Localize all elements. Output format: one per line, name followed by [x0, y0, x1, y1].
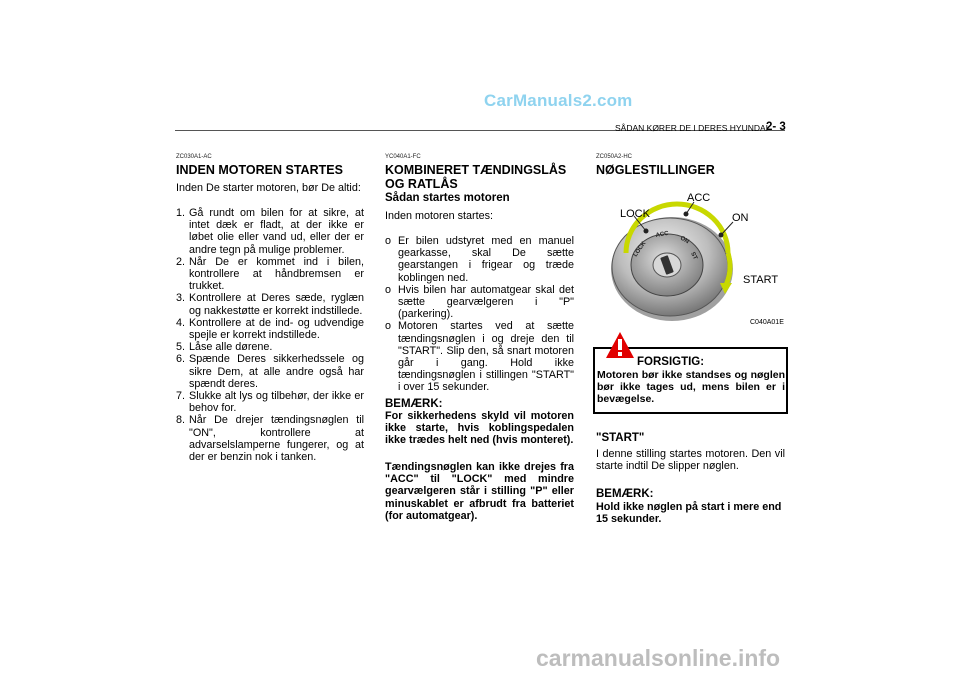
item-number: 6. — [176, 353, 186, 366]
label-on: ON — [732, 212, 749, 224]
section-code: ZC050A2-HC — [596, 154, 633, 160]
list-item — [385, 320, 574, 393]
section-title: INDEN MOTOREN STARTES — [176, 163, 343, 177]
bullet-marker: o — [385, 283, 392, 296]
page-number: 2- 3 — [766, 121, 786, 133]
list-item — [176, 292, 364, 316]
caution-text: Motoren bør ikke standses og nøglen bør ikke tages ud, mens bilen er i bevægelse. — [597, 369, 785, 406]
item-text: Motoren startes ved at sætte tændingsnøglen i og dreje den til "START". Slip den, så snart motoren går i gang. Hold ikke tændingsnøglen i stillingen "START" i over 15 sekunder. — [398, 320, 574, 394]
section-subtitle: Sådan startes motoren — [385, 192, 510, 204]
section-title: NØGLESTILLINGER — [596, 163, 715, 177]
list-item — [176, 341, 364, 353]
watermark-top[interactable]: CarManuals2.com — [484, 91, 633, 110]
item-number: 5. — [176, 341, 186, 354]
item-text: Når De er kommet ind i bilen, kontrollere at håndbremsen er trukket. — [189, 255, 364, 293]
item-number: 7. — [176, 390, 186, 403]
item-text: Slukke alt lys og tilbehør, der ikke er behov for. — [189, 390, 364, 415]
start-text: I denne stilling startes motoren. Den vil starte indtil De slipper nøglen. — [596, 448, 785, 473]
bullet-marker: o — [385, 320, 392, 333]
section-code: YC040A1-FC — [385, 154, 421, 160]
ignition-figure — [594, 183, 785, 325]
list-item — [176, 414, 364, 463]
bullet-marker: o — [385, 235, 392, 247]
item-text: Låse alle dørene. — [189, 341, 273, 354]
section-title-line2: OG RATLÅS — [385, 177, 458, 191]
list-item — [176, 256, 364, 293]
item-text: Spænde Deres sikkerhedssele og sikre Dem, at alle andre også har spændt deres. — [189, 353, 364, 390]
section-intro: Inden motoren startes: — [385, 210, 494, 222]
item-text: Hvis bilen har automatgear skal det sætte gearvælgeren i "P" (parkering). — [398, 283, 574, 321]
item-number: 1. — [176, 207, 186, 219]
item-text: Gå rundt om bilen for at sikre, at intet dæk er fladt, at der ikke er løbet olie eller vand ud, eller der er andre tegn på mulige problemer. — [189, 207, 364, 256]
list-item — [385, 235, 574, 284]
note-text-1: For sikkerhedens skyld vil motoren ikke starte, hvis koblingspedalen ikke trædes helt ned (hvis monteret). — [385, 410, 574, 447]
warning-icon — [605, 331, 635, 359]
note-title: BEMÆRK: — [596, 488, 654, 500]
label-start: START — [743, 274, 779, 286]
watermark-bottom[interactable]: carmanualsonline.info — [536, 645, 781, 671]
note-text: Hold ikke nøglen på start i mere end 15 sekunder. — [596, 501, 782, 526]
figure-code: C040A01E — [750, 319, 784, 325]
note-text-2: Tændingsnøglen kan ikke drejes fra "ACC" til "LOCK" med mindre gearvælgeren står i stilling "P" eller minuskablet er afbrudt fra batteriet (for automatgear). — [385, 461, 574, 522]
note-title: BEMÆRK: — [385, 398, 443, 410]
cylinder-label-start: ST — [689, 251, 698, 261]
label-acc: ACC — [687, 192, 711, 204]
section-intro: Inden De starter motoren, bør De altid: — [176, 182, 361, 194]
list-item — [385, 284, 574, 321]
cylinder-label-on: ON — [679, 235, 690, 246]
checklist — [176, 207, 364, 463]
label-lock: LOCK — [620, 208, 650, 220]
section-title-line1: KOMBINERET TÆNDINGSLÅS — [385, 163, 567, 177]
item-number: 4. — [176, 316, 186, 329]
cylinder-label-lock: LOCK — [632, 240, 648, 259]
item-number: 3. — [176, 292, 186, 305]
item-text: Kontrollere at de ind- og udvendige spejle er korrekt indstillede. — [189, 316, 364, 342]
cylinder-label-acc: ACC — [655, 230, 670, 239]
bullet-list — [385, 235, 574, 394]
list-item — [176, 353, 364, 390]
item-number: 8. — [176, 414, 186, 427]
caution-title: FORSIGTIG: — [637, 356, 705, 368]
start-heading: "START" — [596, 432, 645, 444]
ignition-switch-illustration — [594, 183, 785, 325]
list-item — [176, 390, 364, 414]
item-number: 2. — [176, 255, 186, 268]
running-header: SÅDAN KØRER DE I DERES HYUNDAI — [615, 123, 769, 133]
item-text: Er bilen udstyret med en manuel gearkasse, skal De sætte gearstangen i frigear og træde koblingen ned. — [398, 235, 574, 284]
item-text: Kontrollere at Deres sæde, ryglæn og nakkestøtte er korrekt indstillede. — [189, 292, 364, 317]
item-text: Når De drejer tændingsnøglen til "ON", kontrollere at advarselslamperne fungerer, og at der er benzin nok i tanken. — [189, 414, 364, 464]
section-code: ZC030A1-AC — [176, 154, 212, 160]
list-item — [176, 317, 364, 341]
list-item — [176, 207, 364, 256]
